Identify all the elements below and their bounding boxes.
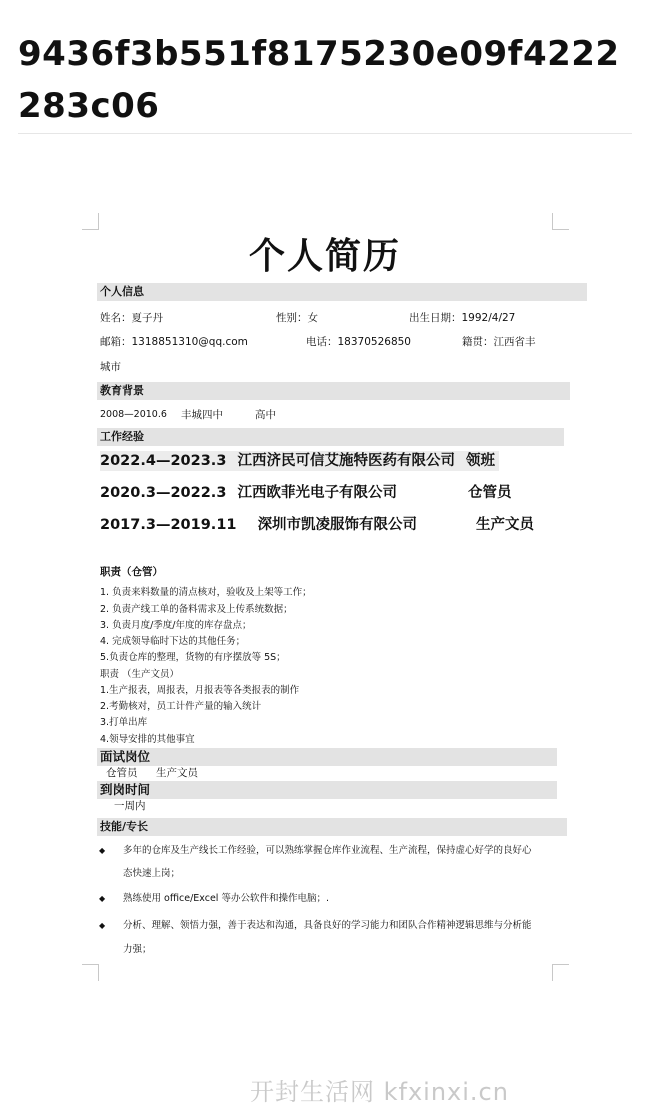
section-education: 教育背景	[97, 382, 570, 400]
job-company: 深圳市凯凌服饰有限公司	[257, 517, 418, 533]
skill-item: 分析、理解、领悟力强，善于表达和沟通，具备良好的学习能力和团队合作精神逻辑思维与分析能	[123, 920, 532, 931]
job-entry	[100, 451, 499, 471]
job-company: 江西欧菲光电子有限公司	[237, 485, 397, 501]
duty-item: 3.打单出库	[100, 717, 148, 728]
duty-item: 1. 负责来料数量的清点核对，验收及上架等工作；	[100, 587, 312, 598]
section-interview-position: 面试岗位	[97, 748, 557, 766]
education-level: 高中	[255, 409, 276, 421]
job-entry	[100, 483, 397, 503]
section-personal-info: 个人信息	[97, 283, 587, 301]
field-native-place: 籍贯：江西省丰	[462, 336, 536, 348]
duty-item: 2. 负责产线工单的备料需求及上传系统数据；	[100, 604, 293, 615]
duty-item: 4.领导安排的其他事宜	[100, 734, 195, 745]
section-arrival-time: 到岗时间	[97, 781, 557, 799]
interview-position: 生产文员	[156, 767, 198, 779]
education-period: 2008—2010.6	[100, 409, 167, 420]
skill-item-cont: 态快速上岗；	[123, 868, 181, 879]
field-birth-date: 出生日期：1992/4/27	[409, 312, 516, 324]
field-email: 邮箱：1318851310@qq.com	[100, 336, 248, 348]
job-period: 2017.3—2019.11	[100, 517, 237, 533]
job-role: 仓管员	[468, 485, 512, 501]
resume-title: 个人简历	[248, 236, 401, 277]
site-watermark: 开封生活网 kfxinxi.cn	[250, 1078, 509, 1106]
job-period: 2020.3—2022.3	[100, 485, 227, 501]
field-phone: 电话：18370526850	[306, 336, 411, 348]
page-heading: 9436f3b551f8175230e09f4222283c06	[18, 34, 620, 126]
duties-clerk-heading: 职责 （生产文员）	[100, 669, 180, 680]
duties-warehouse-heading: 职责（仓管）	[100, 566, 163, 578]
bullet-icon: ◆	[99, 894, 106, 903]
interview-position: 仓管员	[106, 767, 138, 779]
section-work-experience: 工作经验	[97, 428, 564, 446]
skill-item: 多年的仓库及生产线长工作经验，可以熟练掌握仓库作业流程、生产流程，保持虚心好学的良好心	[123, 845, 532, 856]
duty-item: 4. 完成领导临时下达的其他任务；	[100, 636, 246, 647]
skill-item: 熟练使用 office/Excel 等办公软件和操作电脑；.	[123, 893, 329, 904]
job-company: 江西济民可信艾施特医药有限公司	[237, 453, 455, 469]
page-corner-mark	[82, 964, 99, 981]
skill-item-cont: 力强；	[123, 944, 152, 955]
bullet-icon: ◆	[99, 846, 106, 855]
page-corner-mark	[552, 964, 569, 981]
duty-item: 2.考勤核对，员工计件产量的输入统计	[100, 701, 262, 712]
field-native-place-cont: 城市	[100, 361, 121, 373]
duty-item: 3. 负责月度/季度/年度的库存盘点；	[100, 620, 252, 631]
section-skills: 技能/专长	[97, 818, 567, 836]
job-period: 2022.4—2023.3	[100, 453, 227, 469]
bullet-icon: ◆	[99, 921, 106, 930]
field-name: 姓名：夏子丹	[100, 312, 163, 324]
education-school: 丰城四中	[181, 409, 223, 421]
job-role: 生产文员	[476, 517, 534, 533]
arrival-time-value: 一周内	[114, 800, 146, 812]
job-role: 领班	[466, 453, 496, 469]
field-gender: 性别：女	[276, 312, 318, 324]
duty-item: 1.生产报表，周报表，月报表等各类报表的制作	[100, 685, 300, 696]
job-entry	[100, 515, 417, 535]
duty-item: 5.负责仓库的整理，货物的有序摆放等 5S；	[100, 652, 286, 663]
